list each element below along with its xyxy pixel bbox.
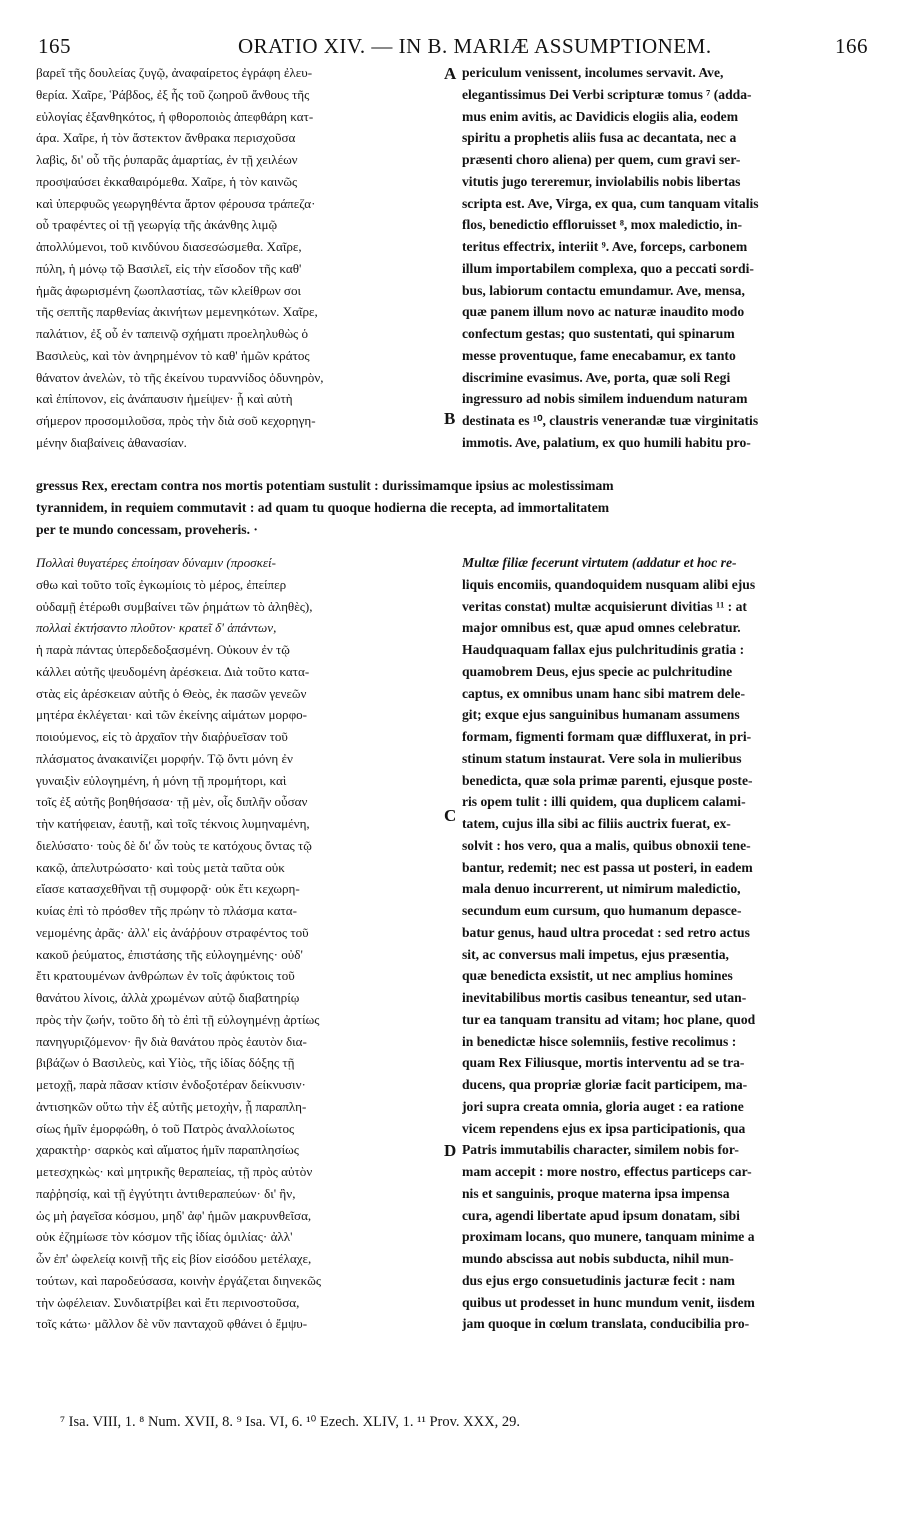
text-line: mala denuo incurrerent, ut nimirum maledictio, [462, 881, 741, 897]
text-line: tyrannidem, in requiem commutavit : ad quam tu quoque hodierna die recepta, ad immortalitatem [36, 499, 610, 515]
text-line: veritas constat) multæ acquisierunt divitias ¹¹ : at [462, 598, 747, 614]
margin-marker-d: D [444, 1141, 457, 1160]
text-line: μετοχῇ, παρὰ πᾶσαν κτίσιν ἐνδοξοτέραν δείκνυσιν· [36, 1077, 306, 1092]
text-line: bus, labiorum contactu emundamur. Ave, mensa, [462, 282, 745, 298]
text-line: scripta est. Ave, Virga, ex qua, cum tanquam vitalis [462, 195, 759, 211]
text-line: messe proventuque, fame enecabamur, ex tanto [462, 347, 736, 363]
text-line: quam Rex Filiusque, mortis interventu ad se tra- [462, 1055, 745, 1071]
text-line: liquis encomiis, quandoquidem nusquam alibi ejus [462, 576, 756, 592]
text-line: ὡς μὴ ῥαγεῖσα κόσμου, μηδ' ἀφ' ἡμῶν μακρυνθεῖσα, [36, 1207, 312, 1223]
text-line: τοῖς κάτω· μᾶλλον δὲ νῦν πανταχοῦ φθάνει ὁ ἔμψυ- [36, 1316, 308, 1332]
text-line: θανάτου λίνοις, ἀλλὰ χρωμένων αὐτῷ διαβατηρίῳ [36, 990, 300, 1005]
text-line: εἴασε κατασχεθῆναι τῇ συμφορᾷ· οὐκ ἔτι κεχωρη- [36, 881, 300, 897]
text-line: σθω καὶ τοῦτο τοῖς ἐγκωμίοις τὸ μέρος, ἐπείπερ [36, 576, 287, 592]
text-line: Multæ filiæ fecerunt virtutem (addatur et hoc re- [462, 555, 737, 570]
text-line: quibus ut prodesset in hunc mundum venit, iisdem [462, 1294, 755, 1310]
text-line: διελύσατο· τοὺς δὲ δι' ὧν τοὺς τε κατόχους ὄντας τῷ [36, 837, 312, 853]
text-line: χαρακτὴρ· σαρκὸς καὶ αἵματος ἡμῖν παραπλησίως [36, 1142, 299, 1158]
text-line: periculum venissent, incolumes servavit. Ave, [462, 65, 724, 80]
text-line: ἔτι κρατουμένων ἀνθρώπων ἐν τοῖς ἀφύκτοις τοῦ [36, 968, 295, 984]
text-line: mam accepit : more nostro, effectus particeps car- [462, 1164, 752, 1179]
text-line: flos, benedictio effloruisset ⁸, mox maledictio, in- [462, 217, 743, 233]
text-line: immotis. Ave, palatium, ex quo humili habitu pro- [462, 434, 751, 450]
text-line: quamobrem Deus, ejus specie ac pulchritudine [462, 663, 733, 679]
margin-marker-a: A [444, 64, 457, 83]
text-line: εὐλογίας ἐξανθηκότος, ἡ φθοροποιὸς ἀπεφθάρη κατ- [36, 108, 314, 124]
text-line: ducens, qua propriæ gloriæ facit participem, ma- [462, 1077, 748, 1092]
text-line: batur genus, haud ultra procedat : sed retro actus [462, 924, 750, 940]
text-line: solvit : hos vero, qua a malis, quibus obnoxii tene- [462, 837, 751, 853]
text-line: per te mundo concessam, proveheris. · [36, 521, 258, 537]
text-line: θερία. Χαῖρε, Ῥάβδος, ἐξ ἧς τοῦ ζωηροῦ ἄνθους τῆς [36, 86, 310, 102]
text-line: bantur, redemit; nec est passa ut posteri, in eadem [462, 859, 753, 875]
text-line: ἡμᾶς ἀφωρισμένη ζωοπλαστίας, τῶν κλείθρων σοι [36, 282, 302, 298]
margin-marker-c: C [444, 806, 457, 825]
text-line: κακῷ, ἀπελυτρώσατο· καὶ τοὺς μετὰ ταῦτα οὐκ [36, 859, 285, 875]
text-line: θάνατον ἀνελὼν, τὸ τῆς ἐκείνου τυραννίδος ὀδυνηρὸν, [36, 369, 324, 385]
text-line: præsenti choro aliena) per quem, cum gravi ser- [462, 152, 741, 167]
text-line: καὶ ἐπίπονον, εἰς ἀνάπαυσιν ἠμείψεν· ᾗ καὶ αὐτὴ [36, 391, 293, 407]
text-line: μένην διαβαίνεις ἀθανασίαν. [36, 434, 187, 450]
text-line: τῆς σεπτῆς παρθενίας ἀκινήτων μεμενηκότων. Χαῖρε, [36, 304, 318, 320]
text-line: Patris immutabilis character, similem nobis for- [462, 1142, 739, 1158]
page-number-right: 166 [835, 34, 868, 58]
text-line: σίως ἡμῖν ἐμορφώθη, ὁ τοῦ Πατρὸς ἀναλλοίωτος [36, 1120, 295, 1136]
text-line: tatem, cujus illa sibi ac filiis auctrix fuerat, ex- [462, 816, 731, 831]
page-number-left: 165 [38, 34, 71, 58]
greek-column-top [36, 62, 442, 454]
text-line: spiritu a prophetis aliis fusa ac decantata, nec a [462, 130, 737, 146]
text-line: Πολλαὶ θυγατέρες ἐποίησαν δύναμιν (προσκεί- [36, 555, 277, 570]
text-line: git; exque ejus sanguinibus humanam assumens [462, 707, 740, 723]
text-line: ποιούμενος, εἰς τὸ ἀρχαῖον τὴν διαῤῥυεῖσαν τοῦ [36, 729, 288, 744]
margin-marker-b: B [444, 409, 456, 428]
text-line: quæ benedicta exsistit, ut nec amplius homines [462, 968, 733, 984]
text-line: ἀντισηκῶν οὕτω τὴν ἐξ αὐτῆς μετοχὴν, ᾗ παραπλη- [36, 1098, 307, 1114]
text-line: οὐδαμῇ ἑτέρωθι συμβαίνει τῶν ῥημάτων τὸ ἀληθὲς), [36, 598, 313, 614]
text-line: οὗ τραφέντες οἱ τῇ γεωργίᾳ τῆς ἀκάνθης λιμῷ [36, 217, 278, 233]
text-line: τούτων, καὶ παροδεύσασα, κοινὴν ἐργάζεται διηνεκῶς [36, 1272, 322, 1288]
text-line: παῤῥησίᾳ, καὶ τῇ ἐγγύτητι ἀντιθεραπεύων· δι' ἣν, [36, 1185, 296, 1201]
text-line: inevitabilibus mortis casibus teneantur, sed utan- [462, 990, 747, 1005]
text-line: κυίας ἐπὶ τὸ πρόσθεν τῆς πρώην τὸ πλάσμα κατα- [36, 903, 297, 918]
text-line: τὴν κατήφειαν, ἑαυτῇ, καὶ τοῖς τέκνοις λυμηναμένη, [36, 816, 310, 831]
text-line: ὧν ἐπ' ὠφελείᾳ κοινῇ τῆς εἰς βίον εἰσόδου μετέλαχε, [36, 1251, 312, 1266]
text-line: τοῖς ἐξ αὐτῆς βοηθήσασα· τῇ μὲν, οἷς διπλῆν οὖσαν [36, 794, 308, 810]
text-line: πλάσματος ἀνακαινίζει μορφήν. Τῷ ὄντι μόνη ἐν [36, 750, 293, 766]
text-line: κάλλει αὐτῆς ψευδομένη ἀρέσκεια. Διὰ τοῦτο κατα- [36, 663, 310, 679]
text-line: οὐκ ἐζημίωσε τὸν κόσμον τῆς ἰδίας ὁμιλίας· ἀλλ' [36, 1229, 293, 1245]
text-line: major omnibus est, quæ apud omnes celebratur. [462, 620, 741, 636]
text-line: mundo abscissa aut nobis subducta, nihil mun- [462, 1251, 734, 1266]
text-line: στὰς εἰς ἀρέσκειαν αὐτῆς ὁ Θεὸς, ἐκ πασῶν γενεῶν [36, 685, 307, 701]
text-line: sit, ac conversus mali impetus, ejus præsentia, [462, 946, 729, 962]
text-line: jam quoque in cœlum translata, conducibilia pro- [462, 1316, 750, 1332]
text-line: παλάτιον, ἐξ οὗ ἐν ταπεινῷ σχήματι προεληλυθὼς ὁ [36, 326, 309, 341]
text-line: βαρεῖ τῆς δουλείας ζυγῷ, ἀναφαίρετος ἐγράφη ἐλευ- [36, 65, 313, 80]
greek-column-bottom [36, 552, 442, 1335]
text-line: σήμερον προσομιλοῦσα, πρὸς τὴν διὰ σοῦ κεχορηγη- [36, 413, 316, 428]
latin-column-top [462, 62, 872, 454]
text-line: destinata es ¹⁰, claustris venerandæ tuæ virginitatis [462, 413, 759, 428]
text-line: άρα. Χαῖρε, ἡ τὸν ἄστεκτον ἄνθρακα περισχοῦσα [36, 130, 296, 146]
text-line: captus, ex omnibus unam hanc sibi matrem dele- [462, 685, 745, 701]
text-line: κακοῦ ῥεύματος, ἐπιστάσης τῆς εὐλογημένης· οὐδ' [36, 946, 303, 962]
text-line: formam, figmenti formam quæ diffluxerat, in pri- [462, 729, 752, 744]
text-line: dus ejus ergo consuetudinis jacturæ fecit : nam [462, 1272, 735, 1288]
text-line: illum importabilem complexa, quo a peccati sordi- [462, 260, 754, 276]
text-line: ingressuro ad nobis similem induendum naturam [462, 391, 748, 407]
text-line: πανηγυριζόμενον· ἣν διὰ θανάτου πρὸς ἑαυτὸν δια- [36, 1033, 307, 1049]
latin-full-width-paragraph [36, 475, 872, 540]
text-line: in benedictæ hisce solemniis, festive recolimus : [462, 1033, 737, 1049]
text-line: vicem rependens ejus ex ipsa participationis, qua [462, 1120, 746, 1136]
text-line: jori supra creata omnia, gloria auget : ea ratione [462, 1098, 744, 1114]
text-line: gressus Rex, erectam contra nos mortis potentiam sustulit : durissimamque ipsius ac molestissimam [36, 478, 614, 493]
text-line: quæ panem illum novo ac naturæ inaudito modo [462, 304, 745, 320]
text-line: ris opem tulit : illi quidem, qua duplicem calami- [462, 794, 746, 810]
text-line: benedicta, quæ sola primæ parenti, ejusque poste- [462, 772, 753, 788]
text-line: mus enim avitis, ac Davidicis elogiis alia, eodem [462, 108, 739, 124]
text-line: μετεσχηκὼς· καὶ μητρικῆς θεραπείας, τῇ πρὸς αὐτὸν [36, 1164, 313, 1179]
text-line: πρὸς τὴν ζωήν, τοῦτο δὴ τὸ ἐπὶ τῇ εὐλογημένῃ ἀρτίως [36, 1011, 320, 1027]
text-line: vitutis jugo tereremur, inviolabilis nobis libertas [462, 173, 741, 189]
text-line: nis et sanguinis, proque materna ipsa impensa [462, 1185, 730, 1201]
text-line: teritus effectrix, interiit ⁹. Ave, forceps, carbonem [462, 239, 748, 254]
text-line: proximam locans, quo munere, tanquam minime a [462, 1229, 755, 1245]
text-line: πολλαὶ ἐκτήσαντο πλοῦτον· κρατεῖ δ' ἁπάντων, [36, 620, 277, 636]
running-title: ORATIO XIV. — IN B. MARIÆ ASSUMPTIONEM. [238, 34, 712, 58]
text-line: Βασιλεὺς, καὶ τὸν ἀνηρημένον τὸ καθ' ἡμῶν κράτος [36, 347, 310, 363]
text-line: stinum statum instaurat. Vere sola in mulieribus [462, 750, 742, 766]
text-line: γυναιξὶν εὐλογημένη, ἡ μόνη τῇ προμήτορι, καὶ [36, 772, 287, 788]
text-line: καὶ ὑπερφυῶς γεωργηθέντα ἄρτον φέρουσα τράπεζα· [36, 195, 316, 211]
text-line: tur ea tanquam transitu ad vitam; hoc plane, quod [462, 1011, 756, 1027]
text-line: ἡ παρὰ πάντας ὑπερδεδοξασμένη. Οὐκουν ἐν τῷ [36, 642, 290, 657]
text-line: πύλη, ἡ μόνῳ τῷ Βασιλεῖ, εἰς τὴν εἴσοδον τῆς καθ' [36, 260, 302, 276]
text-line: confectum gestas; quo sustentati, qui spinarum [462, 326, 735, 341]
text-line: cura, agendi libertate apud ipsum donatam, sibi [462, 1207, 740, 1223]
text-line: elegantissimus Dei Verbi scripturæ tomus ⁷ (adda- [462, 86, 752, 102]
footnotes: ⁷ Isa. VIII, 1. ⁸ Num. XVII, 8. ⁹ Isa. VI, 6. ¹⁰ Ezech. XLIV, 1. ¹¹ Prov. XXX, 29. [60, 1414, 520, 1430]
text-line: τὴν ὠφέλειαν. Συνδιατρίβει καὶ ἔτι περινοστοῦσα, [36, 1294, 300, 1310]
text-line: προσψαύσει ἐκκαθαιρόμεθα. Χαῖρε, ἡ τὸν καινῶς [36, 173, 298, 189]
text-line: βιβάζων ὁ Βασιλεὺς, καὶ Υἱὸς, τῆς ἰδίας δόξης τῇ [36, 1055, 295, 1071]
text-line: ἀπολλύμενοι, τοῦ κινδύνου διασεσώσμεθα. Χαῖρε, [36, 239, 302, 254]
text-line: secundum eum cursum, quo humanum depasce- [462, 903, 742, 918]
latin-column-bottom [462, 552, 872, 1335]
text-line: Haudquaquam fallax ejus pulchritudinis gratia : [462, 642, 745, 657]
text-line: λαβὶς, δι' οὗ τῆς ῥυπαρᾶς ἁμαρτίας, ἐν τῇ χειλέων [36, 152, 298, 167]
text-line: discrimine evasimus. Ave, porta, quæ soli Regi [462, 369, 731, 385]
text-line: νεμομένης ἀρᾶς· ἀλλ' εἰς ἀνάῤῥουν στραφέντος τοῦ [36, 924, 309, 940]
text-line: μητέρα ἐκλέγεται· καὶ τῶν ἐκείνης αἱμάτων μορφο- [36, 707, 308, 723]
